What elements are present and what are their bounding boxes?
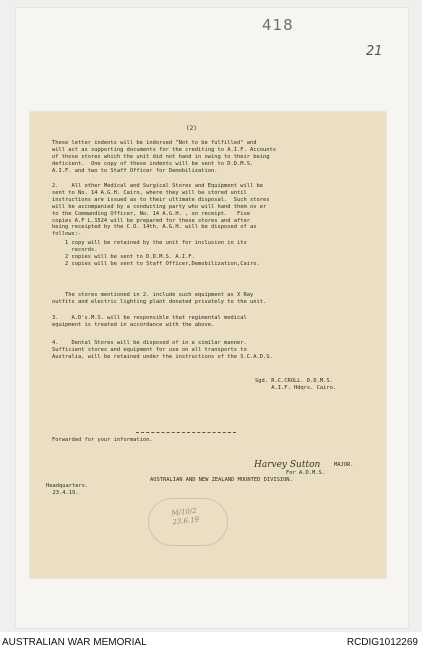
divider-line: [136, 432, 236, 433]
archive-page-number: 418: [262, 16, 294, 34]
signatory-rank: MAJOR.: [334, 462, 354, 468]
forwarded-note: Forwarded for your information.: [52, 437, 153, 443]
paragraph-3: 3. A.D's.M.S. will be responsible that regimental medical equipment is treated in accordance with the above.: [52, 315, 247, 328]
original-signatory: Sgd. R.C.CROLL. D.D.M.S. A.I.F. Hdqrs. Cairo.: [255, 378, 337, 391]
footer-institution: AUSTRALIAN WAR MEMORIAL: [2, 637, 147, 648]
folio-number: 21: [366, 44, 383, 59]
for-line: For A.D.M.S.: [286, 470, 325, 476]
footer-record-id: RCDIG1012269: [346, 637, 418, 648]
paragraph-4: 4. Dental Stores will be disposed of in a similar manner. Sufficient stores and equipment for use on all transports to Australia, will be retained under the instructions of the S.C.A.D.S.: [52, 340, 273, 360]
paragraph-stores: The stores mentioned in 2. include such equipment as X Ray outfits and electric lighting plant donated privately to the unit.: [52, 292, 267, 305]
handwritten-signature: Harvey Sutton: [254, 460, 321, 470]
paragraph-indents: These letter indents will be indorsed "Not to be fulfilled" and will act as supporting documents for the crediting to A.I.F. Accounts of those stores which the unit did not hand in owing to their being deficient. One copy of these indents will be sent to D.D.M.S. A.I.F. and two to Staff Officer for Demobilization.: [52, 140, 276, 174]
copies-list: 1 copy will be retained by the unit for inclusion in its records. 2 copies will be sent to D.D.M.S. A.I.F. 2 copies will be sent to Staff Officer,Demobilization,Cairo.: [64, 240, 260, 267]
division-name: AUSTRALIAN AND NEW ZEALAND MOUNTED DIVISION.: [150, 477, 293, 483]
page-label: (2): [186, 125, 197, 132]
stamp-text: M/10/2 23.6.19: [171, 506, 200, 527]
headquarters-date: Headquarters. 23.4.19.: [46, 483, 89, 496]
paragraph-2: 2. All other Medical and Surgical Stores and Equipment will be sent to No. 14 A.G.H. Cairo, where they will be stored until instructions are issued as to their ultimate disposal. Such stores will be accompanied by a conducting party who will hand them ov er to the Commanding Officer, No. 14 A.G.H. , on receipt. Five copies A.F L.1524 will be prepared for these stores and after being receipted by the C.O. 14th. A.G.H. will be disposed of as follows:-: [52, 183, 270, 238]
